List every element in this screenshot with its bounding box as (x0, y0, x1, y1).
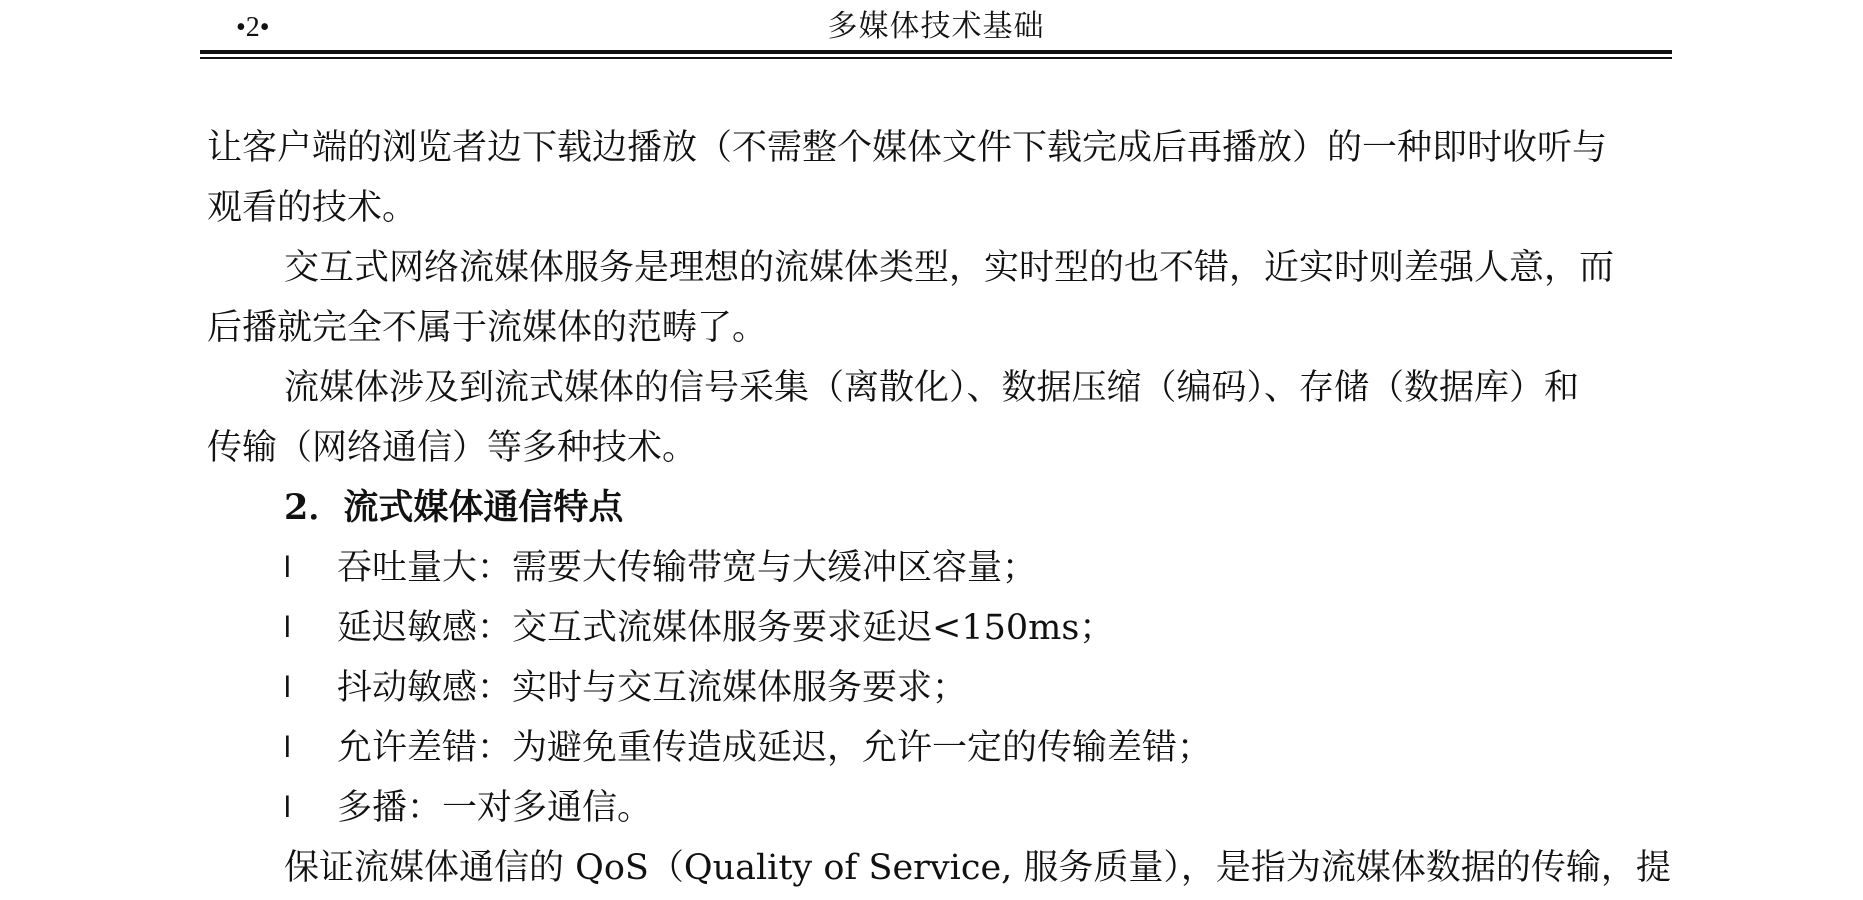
bullet-text: 多播：一对多通信。 (337, 788, 653, 828)
paragraph-line: 观看的技术。 (207, 188, 418, 228)
running-title: 多媒体技术基础 (827, 9, 1045, 44)
bullet-icon: l (284, 671, 291, 704)
body-text (207, 118, 1672, 898)
paragraph-line: 后播就完全不属于流媒体的范畴了。 (207, 308, 768, 348)
bullet-item (207, 538, 1672, 598)
paragraph-line: 让客户端的浏览者边下载边播放（不需整个媒体文件下载完成后再播放）的一种即时收听与 (207, 128, 1608, 168)
paragraph-line: 流媒体涉及到流式媒体的信号采集（离散化）、数据压缩（编码）、存储（数据库）和 (284, 368, 1580, 408)
page-header (200, 6, 1672, 48)
page-number: •2• (236, 12, 270, 43)
bullet-item (207, 718, 1672, 778)
bullet-icon: l (284, 551, 291, 584)
bullet-text: 抖动敏感：实时与交互流媒体服务要求； (337, 668, 968, 708)
bullet-icon: l (284, 611, 291, 644)
section-heading: 2．流式媒体通信特点 (284, 487, 624, 528)
bullet-icon: l (284, 731, 291, 764)
paragraph-line: 保证流媒体通信的 QoS（Quality of Service, 服务质量），是指为流媒体数据的传输，提 (284, 848, 1671, 888)
bullet-text: 吞吐量大：需要大传输带宽与大缓冲区容量； (337, 548, 1038, 588)
header-rule-thin (200, 57, 1672, 59)
bullet-text: 延迟敏感：交互式流媒体服务要求延迟<150ms； (337, 608, 1115, 648)
bullet-text: 允许差错：为避免重传造成延迟，允许一定的传输差错； (337, 728, 1213, 768)
bullet-item (207, 658, 1672, 718)
bullet-icon: l (284, 791, 291, 824)
header-rule-thick (200, 50, 1672, 54)
bullet-item (207, 778, 1672, 838)
paragraph-line: 交互式网络流媒体服务是理想的流媒体类型，实时型的也不错，近实时则差强人意，而 (284, 248, 1615, 288)
paragraph-line: 传输（网络通信）等多种技术。 (207, 428, 698, 468)
bullet-item (207, 598, 1672, 658)
